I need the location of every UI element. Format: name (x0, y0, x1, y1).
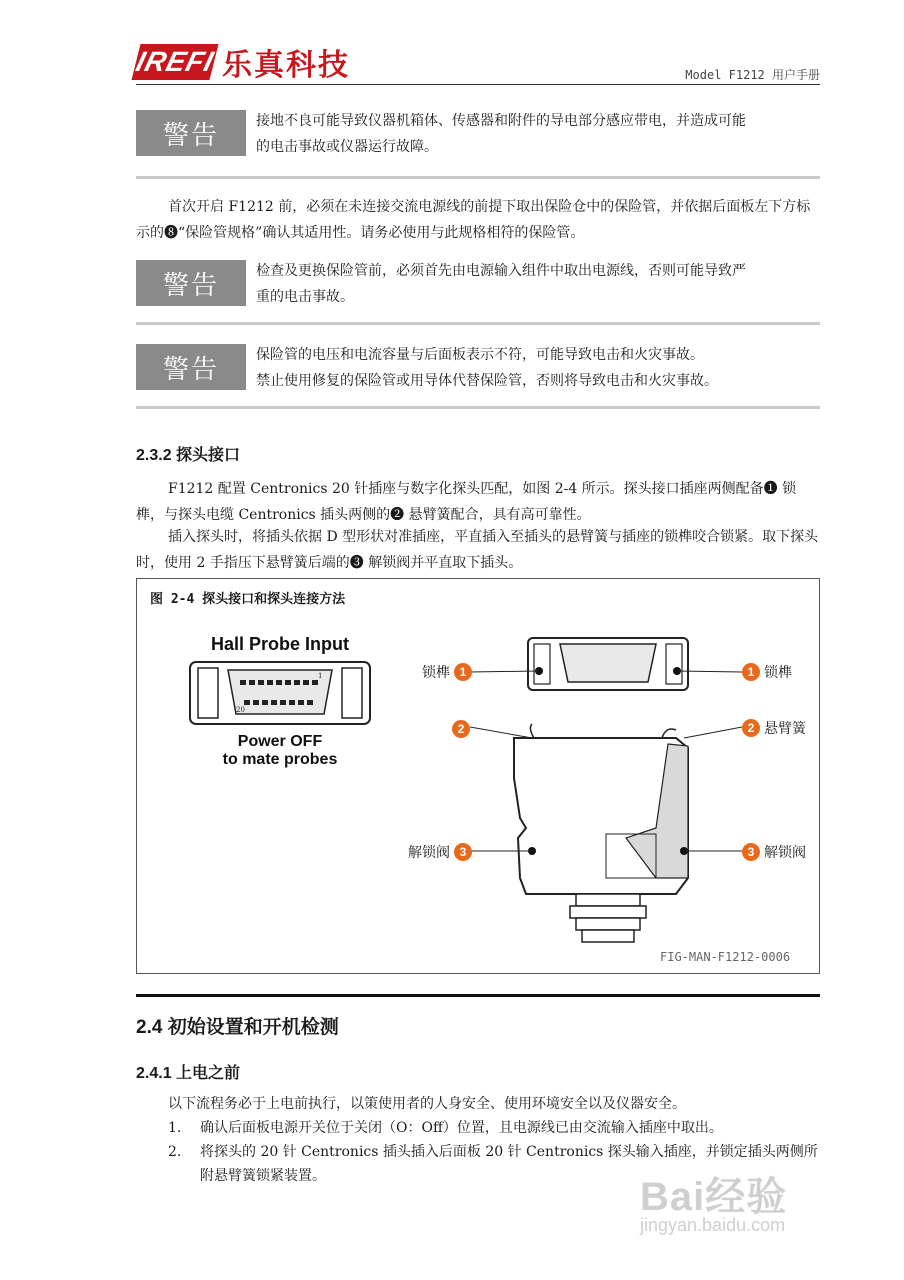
callout-release-left: 解锁阀 3 (408, 842, 472, 862)
figure-id: FIG-MAN-F1212-0006 (660, 950, 791, 964)
callout-lock-left: 锁榫 1 (422, 662, 472, 682)
probe-paragraph-1: F1212 配置 Centronics 20 针插座与数字化探头匹配，如图 2-4 所示。探头接口插座两侧配备❶ 锁榫，与探头电缆 Centronics 插头两侧的❷ 悬臂簧配合，具有高可靠性。 (136, 481, 797, 523)
pin-label-1: 1 (318, 672, 323, 680)
section-rule (136, 994, 820, 997)
callout-number: 1 (742, 663, 760, 681)
list-item: 2. 将探头的 20 针 Centronics 插头插入后面板 20 针 Centronics 探头输入插座，并锁定插头两侧所附悬臂簧锁紧装置。 (168, 1144, 818, 1184)
section-heading: 2.3.2 探头接口 (136, 447, 241, 464)
divider (136, 322, 820, 325)
panel-title: Hall Probe Input (210, 634, 350, 654)
probe-connector-figure (136, 578, 820, 974)
warning-badge: 警告 (136, 260, 246, 306)
brand-logo-mark: IREFI (132, 44, 219, 80)
fuse-paragraph: 首次开启 F1212 前，必须在未连接交流电源线的前提下取出保险仓中的保险管，并依据后面板左下方标示的❽“保险管规格”确认其适用性。请务必使用与此规格相符的保险管。 (136, 199, 811, 241)
section-heading: 2.4 初始设置和开机检测 (136, 1017, 339, 1038)
leader-line (684, 727, 742, 738)
callout-number: 2 (742, 719, 760, 737)
header-model: Model F1212 用户手册 (685, 68, 820, 82)
divider (136, 176, 820, 179)
warning-text: 保险管的电压和电流容量与后面板表示不符，可能导致电击和火灾事故。 禁止使用修复的保险管或用导体代替保险管，否则将导致电击和火灾事故。 (256, 347, 718, 389)
figure-caption: 图 2-4 探头接口和探头连接方法 (150, 592, 346, 607)
callout-lock-right: 1 锁榫 (742, 662, 792, 682)
divider (136, 406, 820, 409)
panel-note-2: to mate probes (222, 751, 338, 768)
callout-number: 1 (454, 663, 472, 681)
callout-spring-left (452, 718, 470, 738)
subsection-heading: 2.4.1 上电之前 (136, 1065, 241, 1082)
probe-paragraph-2: 插入探头时，将插头依据 D 型形状对准插座，平直插入至插头的悬臂簧与插座的锁榫咬合锁紧。取下探头时，使用 2 手指压下悬臂簧后端的❸ 解锁阀并平直取下插头。 (136, 529, 819, 571)
callout-spring-right: 2 悬臂簧 (742, 718, 806, 738)
panel-note-1: Power OFF (237, 733, 323, 750)
warning-text: 检查及更换保险管前，必须首先由电源输入组件中取出电源线，否则可能导致严 重的电击事故。 (256, 263, 746, 305)
warning-text: 接地不良可能导致仪器机箱体、传感器和附件的导电部分感应带电，并造成可能 的电击事故或仪器运行故障。 (256, 113, 746, 155)
callout-number: 3 (742, 843, 760, 861)
leader-line (470, 727, 532, 738)
watermark-url: jingyan.baidu.com (640, 1215, 786, 1235)
warning-badge: 警告 (136, 344, 246, 390)
warning-badge: 警告 (136, 110, 246, 156)
callout-release-right: 3 解锁阀 (742, 842, 806, 862)
callout-number: 3 (454, 843, 472, 861)
pin-label-20: 20 (236, 706, 245, 714)
list-item: 1. 确认后面板电源开关位于关闭（O：Off）位置，且电源线已由交流输入插座中取出。 (168, 1120, 723, 1136)
brand-logo-text: 乐真科技 (222, 48, 350, 83)
watermark-logo: Bai经验 (640, 1175, 788, 1219)
intro-paragraph: 以下流程务必于上电前执行，以策使用者的人身安全、使用环境安全以及仪器安全。 (168, 1096, 686, 1112)
header-rule (136, 84, 820, 85)
callout-number: 2 (452, 720, 470, 738)
